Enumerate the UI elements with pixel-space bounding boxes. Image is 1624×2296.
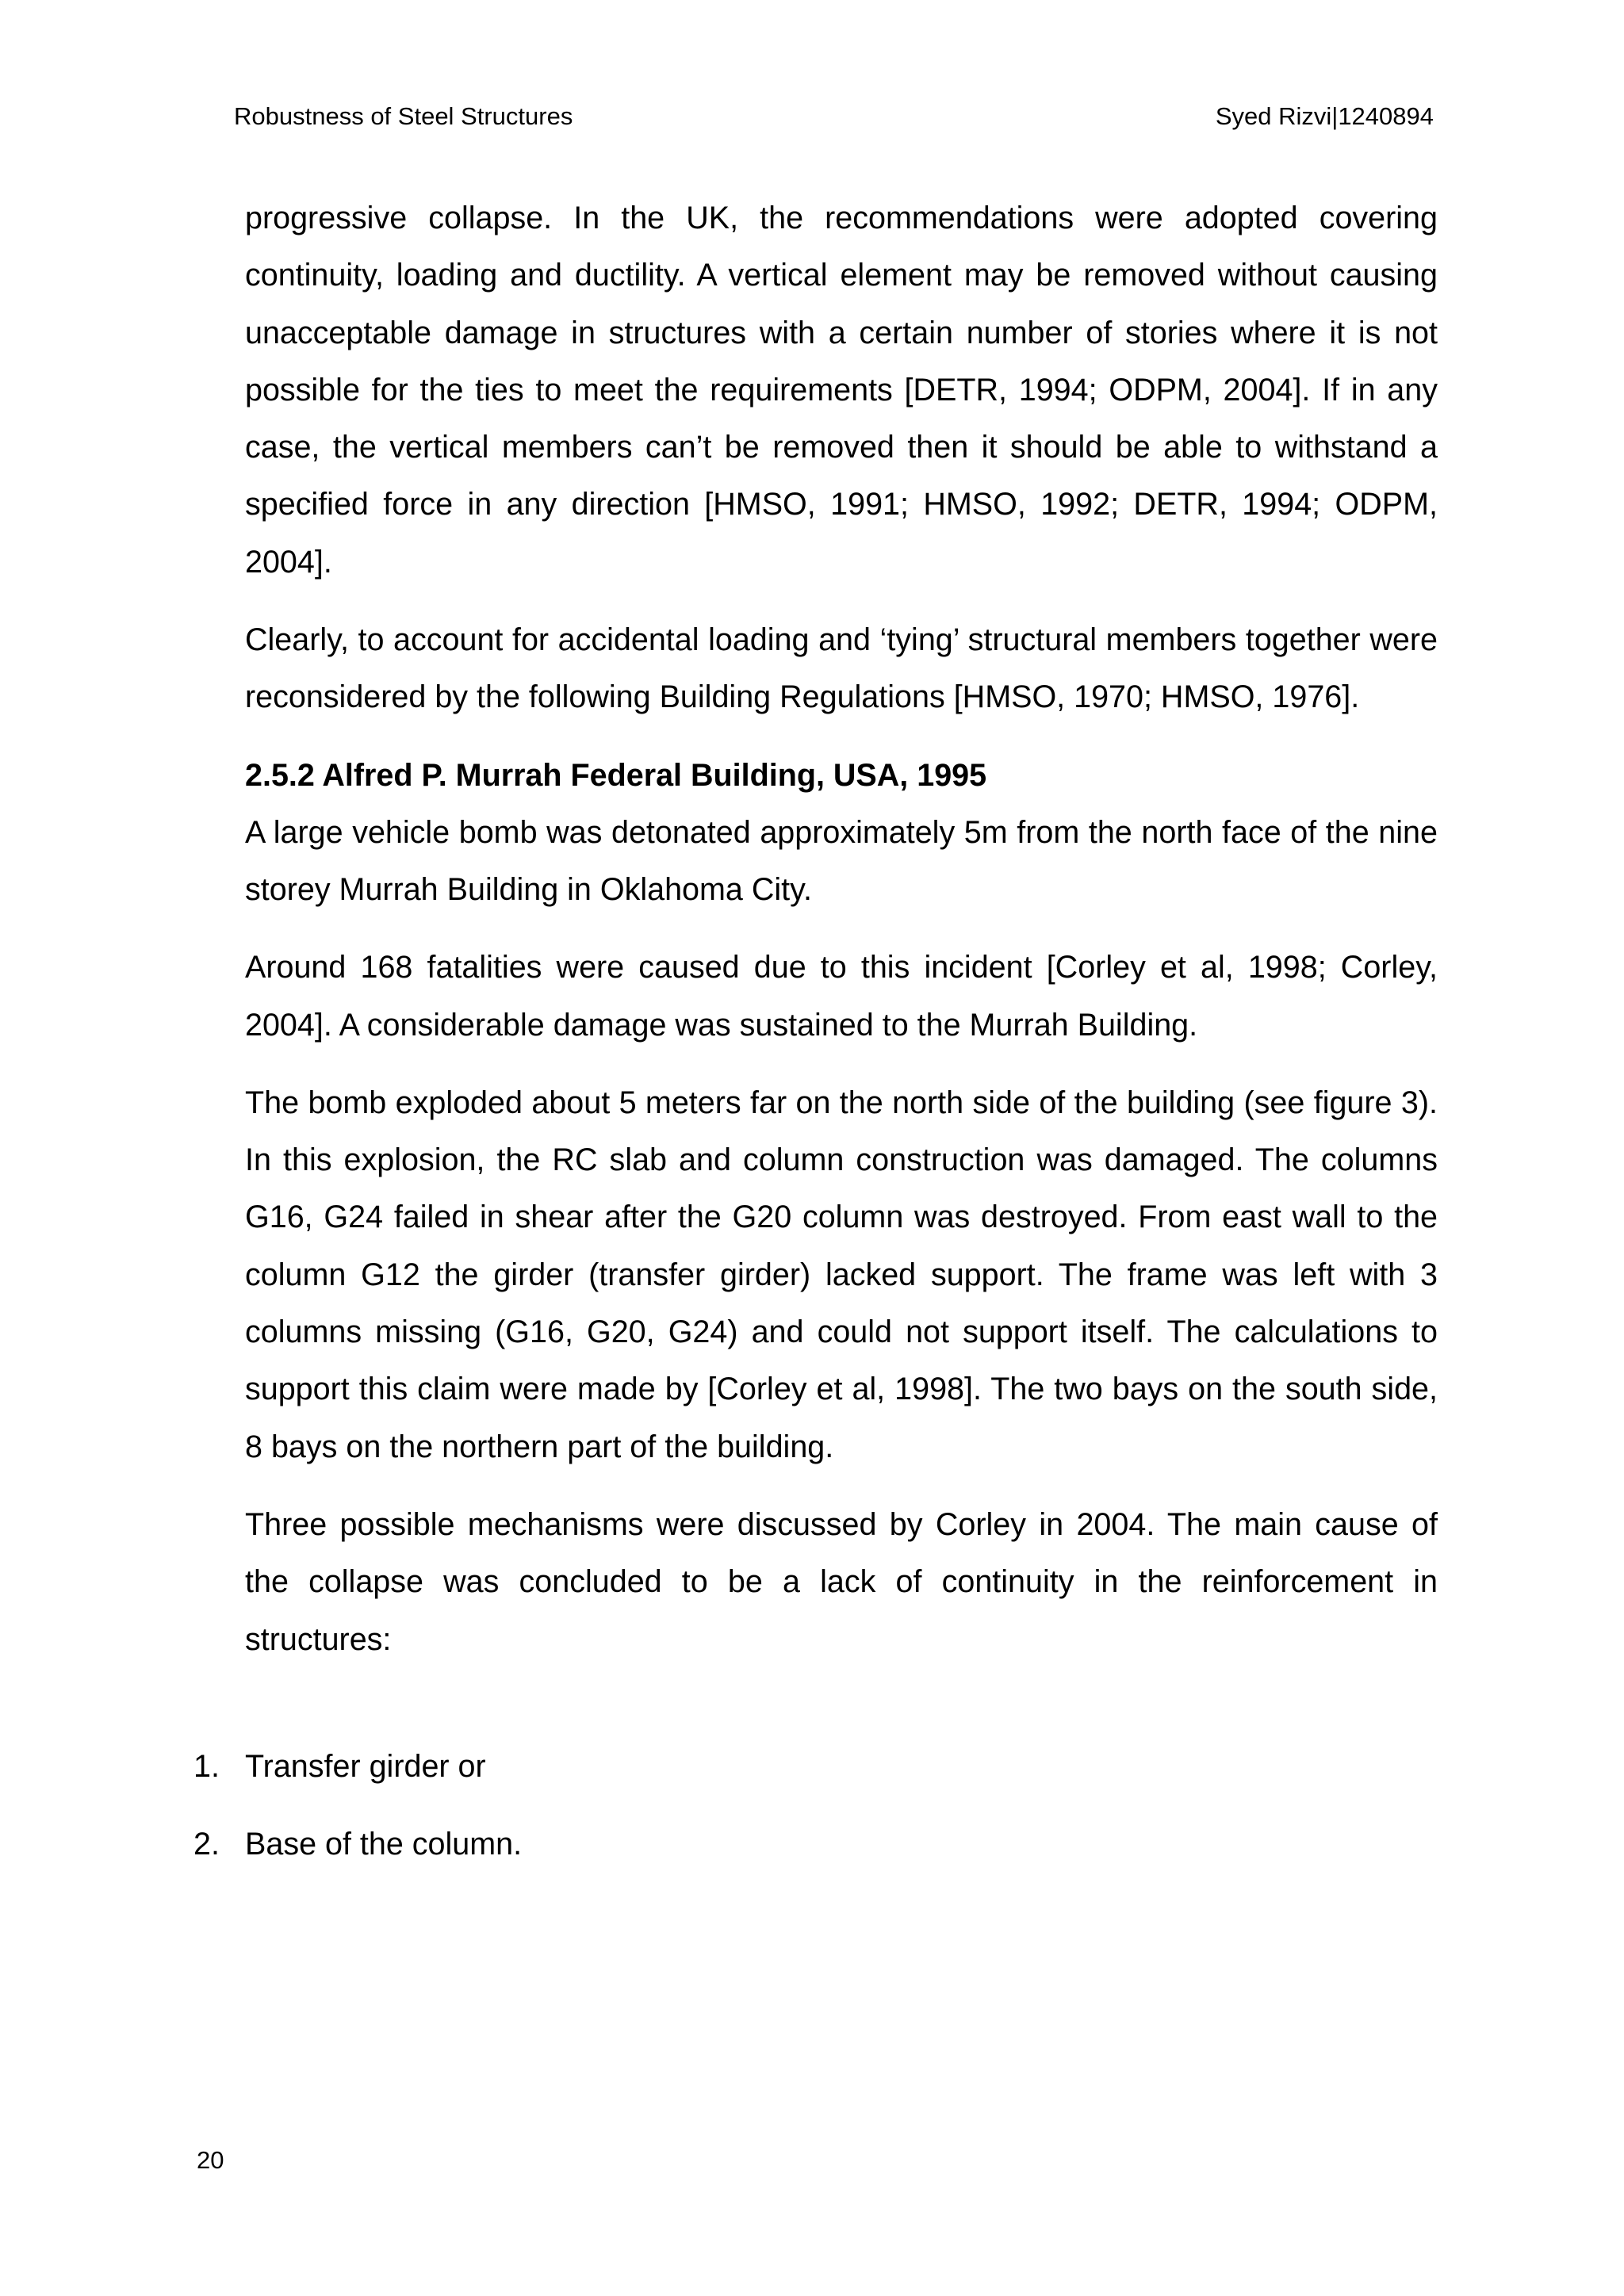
section-heading: 2.5.2 Alfred P. Murrah Federal Building, USA, 1995 — [245, 757, 987, 793]
list-item — [193, 1816, 1438, 1873]
paragraph-progressive-collapse: progressive collapse. In the UK, the recommendations were adopted covering continuity, loading and ductility. A vertical element may be removed without causing unacceptable damage in structures with a certain number of stories where it is not possible for the ties to meet the requirements [DETR, 1994; ODPM, 2004]. If in any case, the vertical members can’t be removed then it should be able to withstand a specified force in any direction [HMSO, 1991; HMSO, 1992; DETR, 1994; ODPM, 2004]. — [245, 201, 1438, 580]
list-item-text: Base of the column. — [245, 1827, 523, 1862]
list-item — [193, 1738, 1438, 1795]
list-item-number: 1. — [193, 1749, 220, 1784]
header-author-id: Syed Rizvi|1240894 — [1215, 102, 1434, 130]
paragraph-fatalities: Around 168 fatalities were caused due to this incident [Corley et al, 1998; Corley, 2004]. A considerable damage was sustained to the Murrah Building. — [245, 950, 1438, 1043]
paragraph-explosion-details: The bomb exploded about 5 meters far on the north side of the building (see figure 3). In this explosion, the RC slab and column construction was damaged. The columns G16, G24 failed in shear after the G20 column was destroyed. From east wall to the column G12 the girder (transfer girder) lacked support. The frame was left with 3 columns missing (G16, G20, G24) and could not support itself. The calculations to support this claim were made by [Corley et al, 1998]. The two bays on the south side, 8 bays on the northern part of the building. — [245, 1085, 1438, 1464]
paragraph-mechanisms: Three possible mechanisms were discussed by Corley in 2004. The main cause of the collapse was concluded to be a lack of continuity in the reinforcement in structures: — [245, 1506, 1438, 1657]
header-document-title: Robustness of Steel Structures — [234, 102, 573, 130]
page-number: 20 — [197, 2146, 224, 2174]
body-text — [245, 189, 1438, 1689]
paragraph-building-regulations: Clearly, to account for accidental loading and ‘tying’ structural members together were reconsidered by the following Building Regulations [HMSO, 1970; HMSO, 1976]. — [245, 622, 1438, 715]
list-item-number: 2. — [193, 1827, 220, 1862]
mechanism-list — [193, 1738, 1438, 1893]
list-item-text: Transfer girder or — [245, 1749, 486, 1784]
paragraph-vehicle-bomb: A large vehicle bomb was detonated approximately 5m from the north face of the nine storey Murrah Building in Oklahoma City. — [245, 814, 1438, 907]
page-header — [234, 97, 1434, 136]
